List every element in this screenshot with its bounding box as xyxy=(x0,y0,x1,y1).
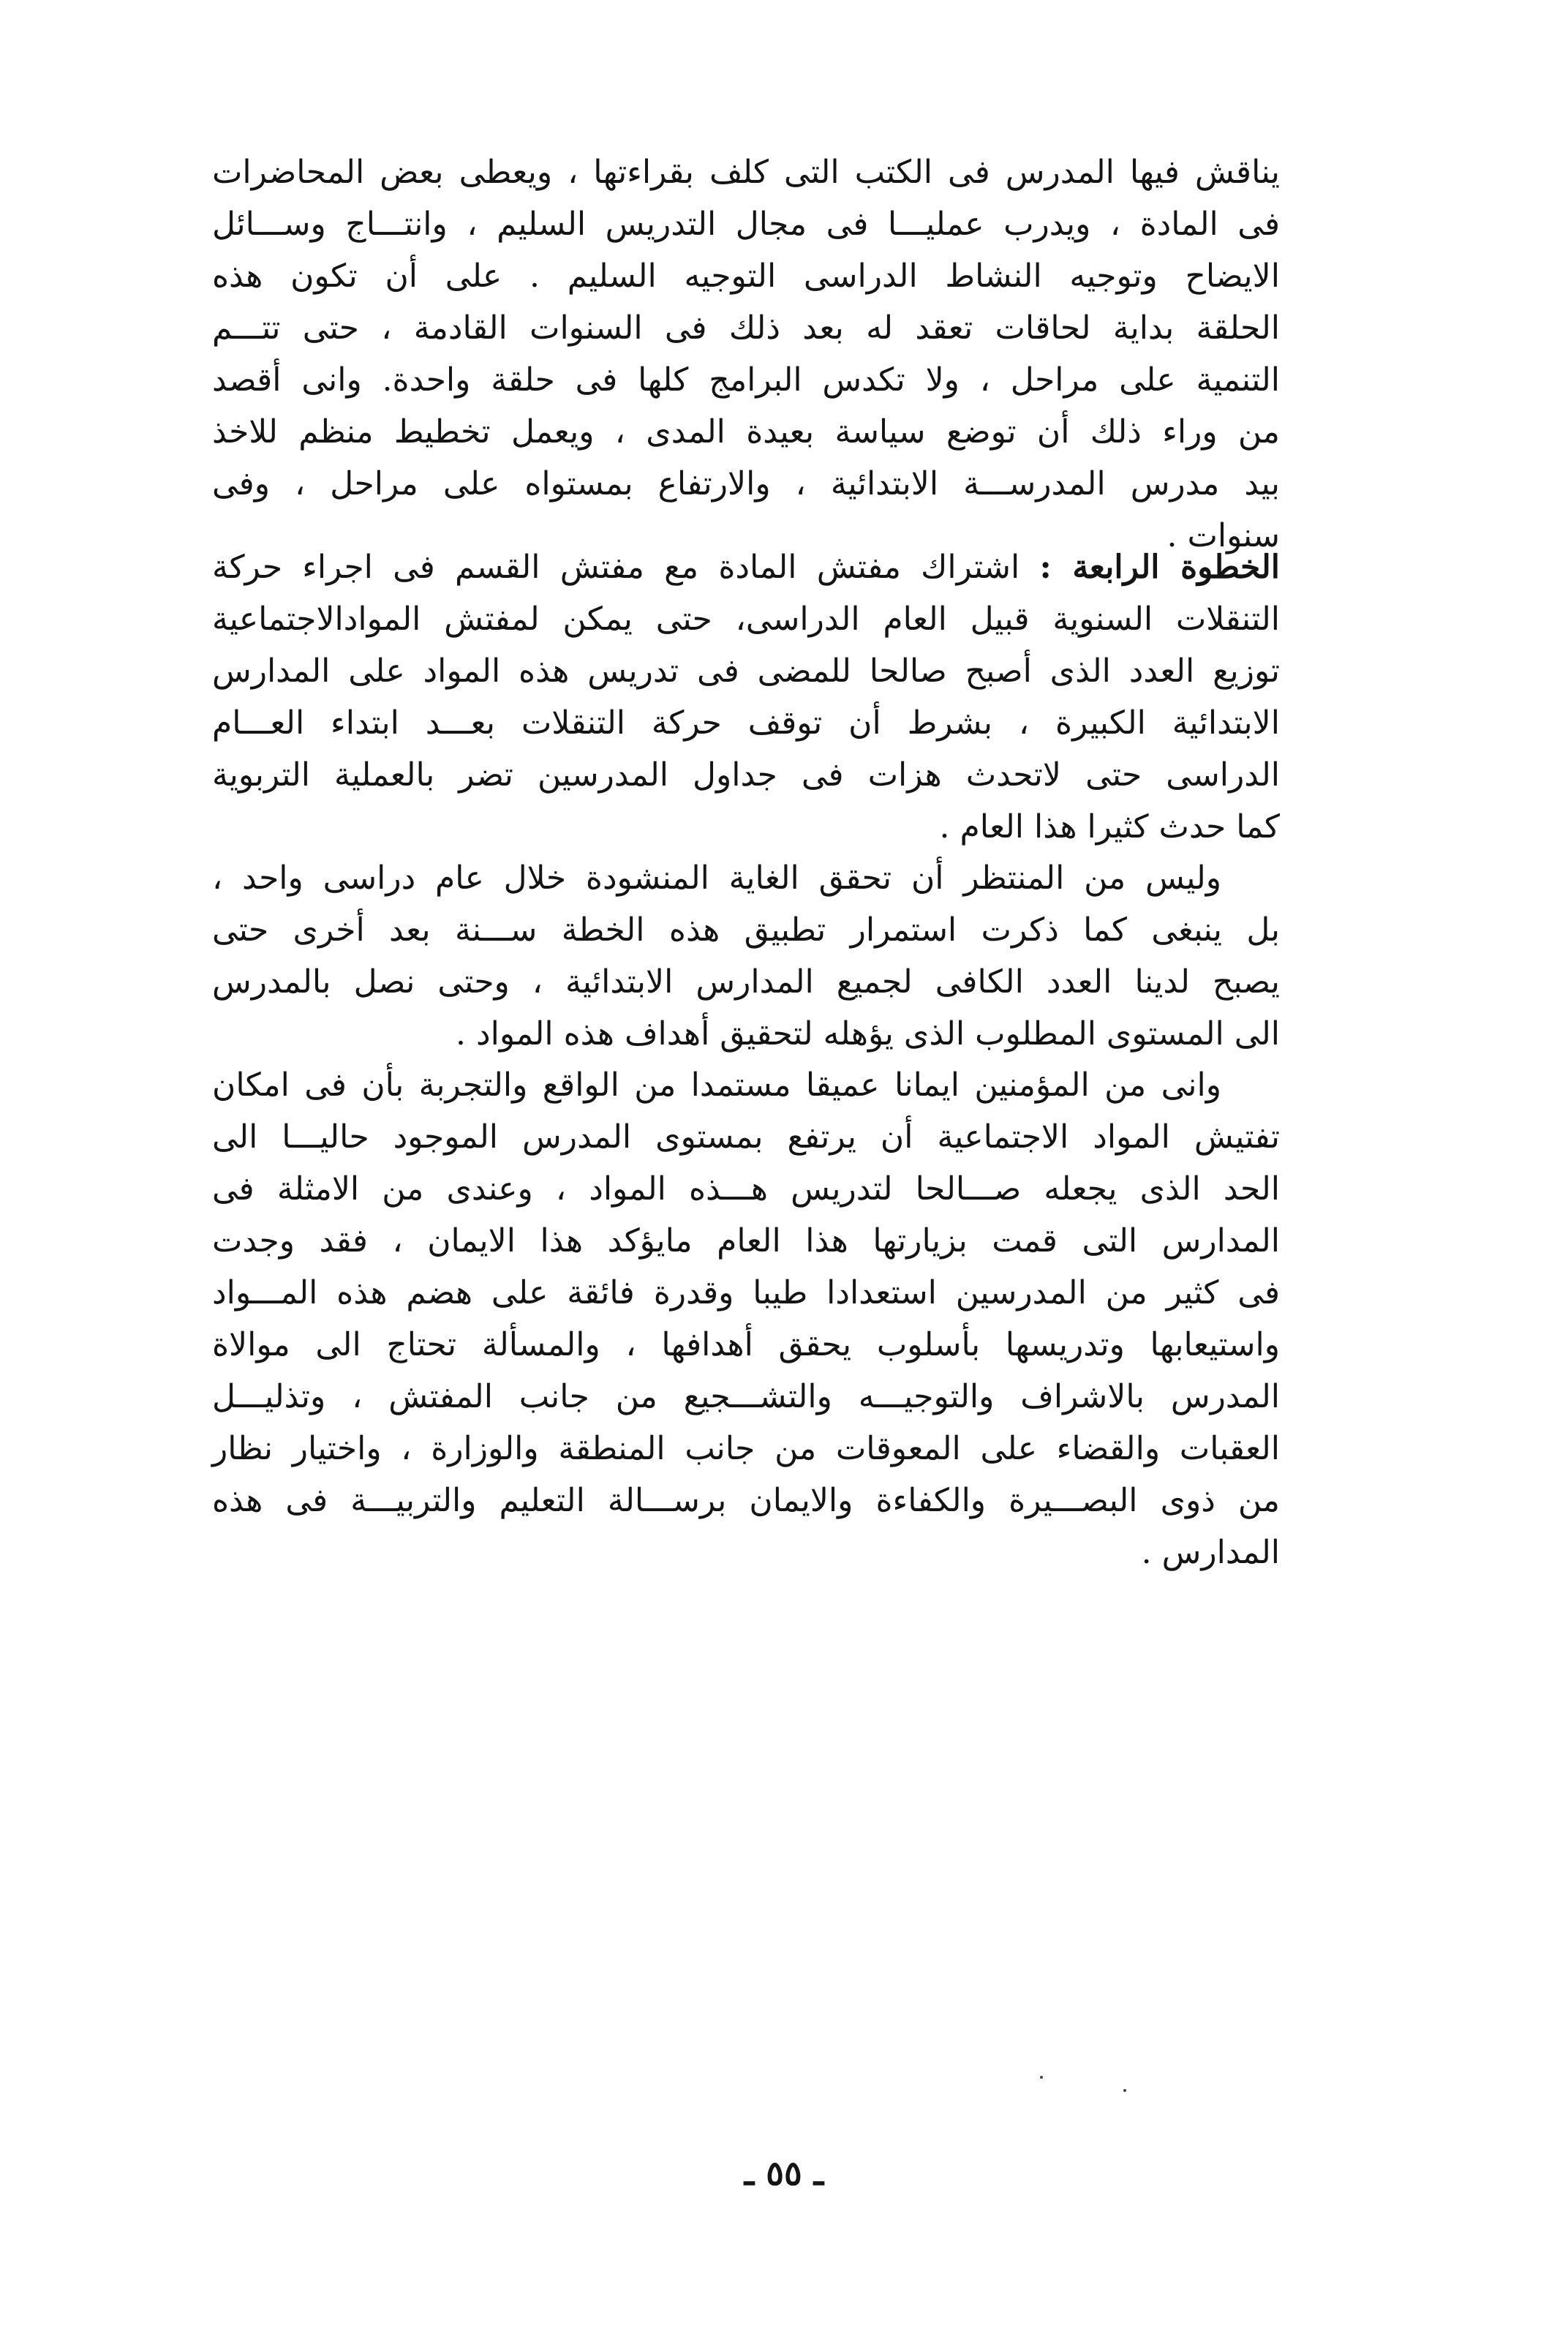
paragraph-3-line-2: بل ينبغى كما ذكرت استمرار تطبيق هذه الخطة ســـنة بعد أخرى حتى xyxy=(212,911,1280,949)
paragraph-1-line-7: بيد مدرس المدرســـة الابتدائية ، والارتفاع بمستواه على مراحل ، وفى xyxy=(212,465,1280,502)
page-number: ـ ٥٥ ـ xyxy=(744,2153,824,2193)
paragraph-3-line-1: وليس من المنتظر أن تحقق الغاية المنشودة خلال عام دراسى واحد ، xyxy=(212,859,1221,897)
paragraph-1-line-3: الايضاح وتوجيه النشاط الدراسى التوجيه السليم . على أن تكون هذه xyxy=(212,257,1280,295)
paragraph-2-line-3: توزيع العدد الذى أصبح صالحا للمضى فى تدريس هذه المواد على المدارس xyxy=(212,652,1280,690)
paragraph-4-line-2: تفتيش المواد الاجتماعية أن يرتفع بمستوى المدرس الموجود حاليـــا الى xyxy=(212,1118,1280,1156)
section-heading: الخطوة الرابعة : xyxy=(1039,549,1280,586)
paragraph-4-line-4: المدارس التى قمت بزيارتها هذا العام مايؤكد هذا الايمان ، فقد وجدت xyxy=(212,1222,1280,1260)
paragraph-1-line-4: الحلقة بداية لحاقات تعقد له بعد ذلك فى السنوات القادمة ، حتى تتـــم xyxy=(212,309,1280,347)
paragraph-4-line-8: العقبات والقضاء على المعوقات من جانب المنطقة والوزارة ، واختيار نظار xyxy=(212,1430,1281,1467)
paragraph-1-line-1: يناقش فيها المدرس فى الكتب التى كلف بقراءتها ، ويعطى بعض المحاضرات xyxy=(212,154,1280,191)
paragraph-4-line-9: من ذوى البصـــيرة والكفاءة والايمان برســـالة التعليم والتربيـــة فى هذه xyxy=(212,1482,1280,1519)
paragraph-2-line-6: كما حدث كثيرا هذا العام . xyxy=(939,808,1280,846)
paragraph-3-line-4: الى المستوى المطلوب الذى يؤهله لتحقيق أهداف هذه المواد . xyxy=(456,1015,1280,1053)
paragraph-4-line-10: المدارس . xyxy=(1141,1534,1280,1571)
paragraph-4-line-6: واستيعابها وتدريسها بأسلوب يحقق أهدافها ، والمسألة تحتاج الى موالاة xyxy=(212,1326,1280,1363)
paragraph-4-line-5: فى كثير من المدرسين استعدادا طيبا وقدرة فائقة على هضم هذه المـــواد xyxy=(212,1274,1280,1311)
paragraph-2-line-5: الدراسى حتى لاتحدث هزات فى جداول المدرسين تضر بالعملية التربوية xyxy=(212,756,1280,794)
paragraph-1-line-6: من وراء ذلك أن توضع سياسة بعيدة المدى ، ويعمل تخطيط منظم للاخذ xyxy=(212,413,1280,451)
scan-speck xyxy=(1040,2076,1043,2079)
paragraph-2-line-4: الابتدائية الكبيرة ، بشرط أن توقف حركة التنقلات بعـــد ابتداء العـــام xyxy=(212,704,1280,742)
paragraph-4-line-1: وانى من المؤمنين ايمانا عميقا مستمدا من الواقع والتجربة بأن فى امكان xyxy=(212,1066,1221,1104)
paragraph-2-line-2: التنقلات السنوية قبيل العام الدراسى، حتى يمكن لمفتش الموادالاجتماعية xyxy=(212,601,1280,638)
scan-speck xyxy=(1123,2089,1126,2092)
paragraph-1-line-2: فى المادة ، ويدرب عمليـــا فى مجال التدريس السليم ، وانتـــاج وســـائل xyxy=(212,206,1280,243)
paragraph-3 xyxy=(212,852,1280,1060)
paragraph-1-line-8: سنوات . xyxy=(1166,517,1280,554)
paragraph-1 xyxy=(212,146,1280,562)
paragraph-2-line-1 xyxy=(212,541,1280,593)
paragraph-2-line-1-text: اشتراك مفتش المادة مع مفتش القسم فى اجراء حركة xyxy=(212,549,1020,586)
paragraph-2 xyxy=(212,541,1280,853)
paragraph-3-line-3: يصبح لدينا العدد الكافى لجميع المدارس الابتدائية ، وحتى نصل بالمدرس xyxy=(212,963,1281,1001)
paragraph-1-line-5: التنمية على مراحل ، ولا تكدس البرامج كلها فى حلقة واحدة. وانى أقصد xyxy=(212,361,1280,399)
paragraph-4-line-3: الحد الذى يجعله صـــالحا لتدريس هـــذه المواد ، وعندى من الامثلة فى xyxy=(212,1170,1280,1208)
paragraph-4 xyxy=(212,1059,1280,1578)
paragraph-4-line-7: المدرس بالاشراف والتوجيـــه والتشـــجيع من جانب المفتش ، وتذليـــل xyxy=(212,1378,1280,1415)
